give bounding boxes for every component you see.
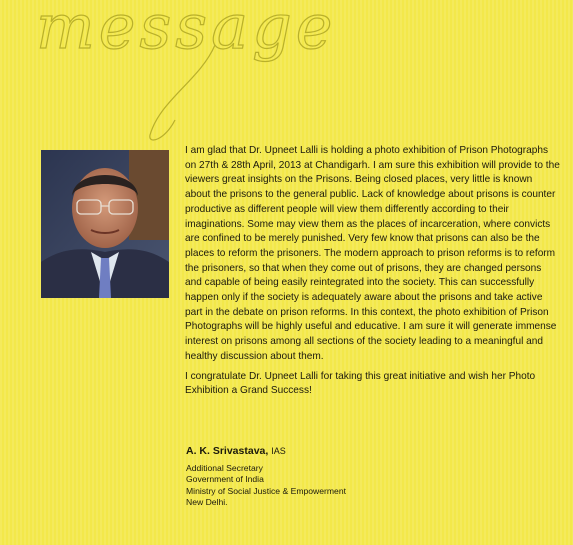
- portrait-illustration: [41, 150, 169, 298]
- signatory-suffix: IAS: [271, 446, 286, 456]
- heading-flourish: [120, 40, 260, 150]
- body-paragraph-2: I congratulate Dr. Upneet Lalli for taking this great initiative and wish her Photo Exhibition a Grand Success!: [185, 370, 536, 397]
- body-paragraph-1: I am glad that Dr. Upneet Lalli is holding a photo exhibition of Prison Photographs on 27th & 28th April, 2013 at Chandigarh. I am sure this exhibition will provide to the viewers great insights on the Prisons. Being closed places, very little is known about the prisons to the general public. Lack of knowledge about prisons is counter productive as different people will view them differently according to their imaginations. Some may view them as the places of incarceration, where convicts are confined to be merely punished. Very few know that prisons can also be the places to reform the prisoners. The modern approach to prison reforms is to reform the prisoners, so that when they come out of prisons, they are changed persons and capable of being easily reintegrated into the society. This can successfully happen only if the society is adequately aware about the prisons and take active part in the debate on prison reforms. In this context, the photo exhibition of Prison Photographs will be highly useful and educative. I am sure it will generate immense interest on prisons among all sections of the society leading to a meaningful and healthy discussion about them.: [185, 145, 560, 362]
- portrait-photo: [41, 150, 169, 298]
- signatory-name: A. K. Srivastava,: [186, 445, 269, 457]
- signatory-designation: Additional Secretary: [186, 463, 263, 473]
- signatory-ministry: Ministry of Social Justice & Empowerment: [186, 485, 346, 496]
- signatory-name-line: [186, 444, 346, 458]
- signatory-details: [186, 463, 346, 509]
- message-body: [185, 144, 560, 399]
- page-heading: message: [36, 0, 337, 63]
- signatory-location: New Delhi.: [186, 497, 228, 508]
- signatory-organisation: Government of India: [186, 474, 264, 485]
- signature-block: [186, 444, 346, 509]
